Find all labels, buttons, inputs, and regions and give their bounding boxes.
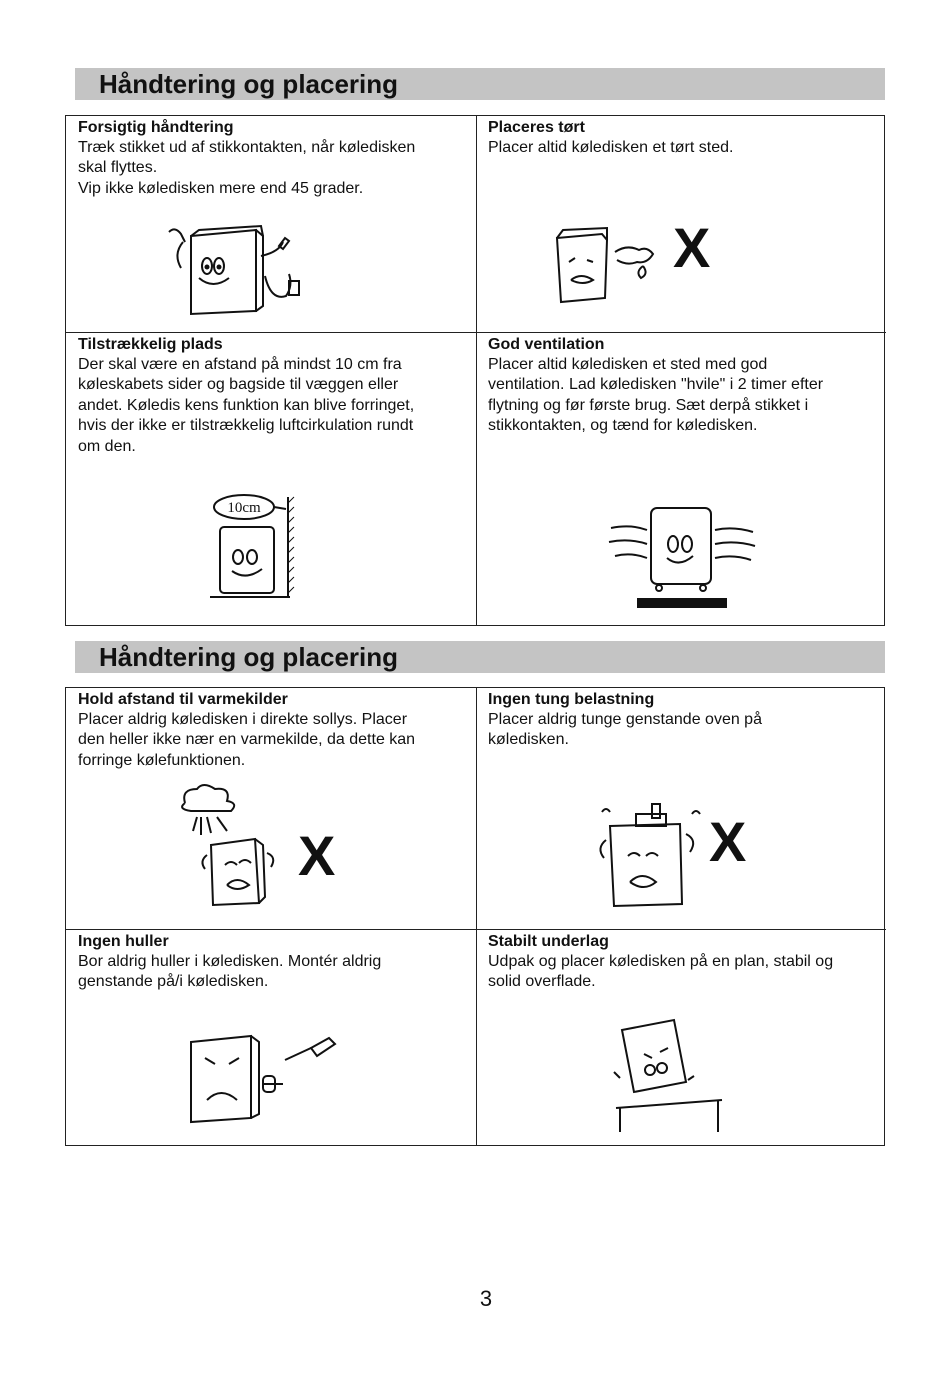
instruction-line: Udpak og placer køledisken på en plan, stabil og xyxy=(488,953,834,970)
instruction-line: andet. Køledis kens funktion kan blive forringet, xyxy=(78,396,415,414)
section-title: Håndtering og placering xyxy=(99,642,399,672)
instruction-no-holes xyxy=(66,930,476,1145)
ventilated-appliance-illustration xyxy=(607,498,757,618)
instruction-line: Placer altid køledisken et tørt sted. xyxy=(488,139,734,156)
instruction-line: køledisken. xyxy=(488,731,569,749)
instruction-heading: God ventilation xyxy=(488,336,605,353)
instruction-line: flytning og før første brug. Sæt derpå stikket i xyxy=(488,396,809,414)
section-header-1 xyxy=(75,68,885,100)
instruction-careful-handling xyxy=(66,116,476,333)
instruction-sufficient-space xyxy=(66,333,476,625)
prohibited-x-mark: X xyxy=(298,824,336,887)
instruction-line: genstande på/i køledisken. xyxy=(78,973,269,991)
instruction-line: køleskabets sider og bagside til væggen eller xyxy=(78,376,399,394)
instruction-good-ventilation xyxy=(476,333,886,625)
unplug-appliance-illustration xyxy=(161,216,331,316)
instruction-line: Træk stikket ud af stikkontakten, når køledisken xyxy=(78,139,416,156)
page-number: 3 xyxy=(479,1286,493,1311)
instruction-line: den heller ikke nær en varmekilde, da dette kan xyxy=(78,731,416,749)
instruction-line: skal flyttes. xyxy=(78,159,158,177)
instruction-stable-surface xyxy=(476,930,886,1145)
instruction-line: ventilation. Lad køledisken "hvile" i 2 timer efter xyxy=(488,376,824,394)
instruction-line: Placer aldrig køledisken i direkte sollys. Placer xyxy=(78,711,408,728)
instruction-grid-1 xyxy=(65,115,885,626)
sun-exposure-illustration xyxy=(171,783,301,908)
instruction-no-heavy-load xyxy=(476,688,886,930)
instruction-keep-dry xyxy=(476,116,886,333)
instruction-line: stikkontakten, og tænd for køledisken. xyxy=(488,417,758,435)
clearance-label: 10cm xyxy=(227,500,261,516)
instruction-line: Der skal være en afstand på mindst 10 cm fra xyxy=(78,356,402,373)
instruction-line: Vip ikke køledisken mere end 45 grader. xyxy=(78,179,364,197)
drilling-appliance-illustration xyxy=(181,1030,356,1125)
instruction-line: Placer altid køledisken et sted med god xyxy=(488,356,768,373)
instruction-line: hvis der ikke er tilstrækkelig luftcirkulation rundt xyxy=(78,417,414,435)
instruction-line: Bor aldrig huller i køledisken. Montér aldrig xyxy=(78,953,382,970)
section-title: Håndtering og placering xyxy=(99,69,399,99)
instruction-heading: Ingen tung belastning xyxy=(488,691,655,708)
instruction-heading: Forsigtig håndtering xyxy=(78,119,234,136)
section-header-2 xyxy=(75,641,885,673)
instruction-heading: Placeres tørt xyxy=(488,119,585,136)
prohibited-x-mark: X xyxy=(673,216,711,279)
instruction-avoid-heat xyxy=(66,688,476,930)
heavy-load-illustration xyxy=(592,800,712,910)
instruction-heading: Ingen huller xyxy=(78,933,169,950)
instruction-heading: Tilstrækkelig plads xyxy=(78,336,223,353)
instruction-line: Placer aldrig tunge genstande oven på xyxy=(488,711,762,728)
unstable-surface-illustration xyxy=(612,1010,742,1135)
instruction-heading: Stabilt underlag xyxy=(488,933,609,950)
wet-appliance-illustration xyxy=(547,226,677,306)
instruction-line: solid overflade. xyxy=(488,973,596,991)
instruction-line: forringe kølefunktionen. xyxy=(78,751,246,769)
instruction-grid-2 xyxy=(65,687,885,1146)
wall-clearance-illustration xyxy=(206,493,306,603)
instruction-line: om den. xyxy=(78,437,136,455)
prohibited-x-mark: X xyxy=(709,810,747,873)
instruction-heading: Hold afstand til varmekilder xyxy=(78,691,288,708)
